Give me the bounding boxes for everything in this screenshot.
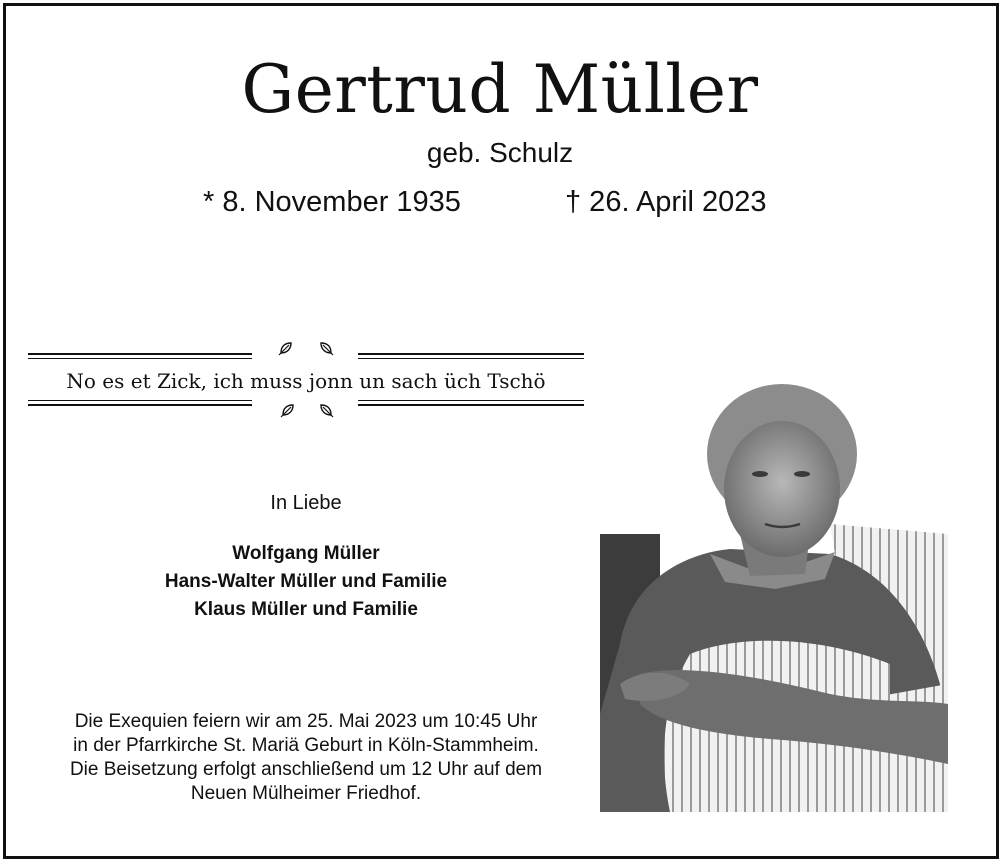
mourner-name: Hans-Walter Müller und Familie xyxy=(164,571,448,592)
service-line: in der Pfarrkirche St. Mariä Geburt in Köln-Stammheim. xyxy=(73,735,539,756)
leaf-icon xyxy=(318,340,334,356)
quote: No es et Zick, ich muss jonn un sach üch Tschö xyxy=(66,369,546,393)
maiden-name: geb. Schulz xyxy=(426,137,574,168)
service-line: Die Exequien feiern wir am 25. Mai 2023 um 10:45 Uhr xyxy=(74,711,538,732)
divider-line xyxy=(358,353,584,355)
mourners-intro: In Liebe xyxy=(270,492,342,514)
leaf-icon xyxy=(318,402,334,418)
divider-line xyxy=(28,400,252,401)
divider-line xyxy=(28,353,252,355)
birth-date: * 8. November 1935 xyxy=(203,186,461,218)
death-date: † 26. April 2023 xyxy=(565,186,767,218)
divider-line xyxy=(358,400,584,401)
portrait-photo xyxy=(600,384,948,812)
divider-line xyxy=(358,358,584,359)
service-details xyxy=(28,710,584,806)
mourner-name: Wolfgang Müller xyxy=(232,543,380,564)
service-line: Die Beisetzung erfolgt anschließend um 12 Uhr auf dem xyxy=(69,759,543,780)
leaf-icon xyxy=(280,402,296,418)
mourner-name: Klaus Müller und Familie xyxy=(194,599,418,620)
divider-line xyxy=(28,358,252,359)
mourner-list xyxy=(28,540,584,624)
deceased-name: Gertrud Müller xyxy=(241,51,759,128)
leaf-icon xyxy=(278,340,294,356)
service-line: Neuen Mülheimer Friedhof. xyxy=(190,783,422,804)
divider-line xyxy=(28,404,252,406)
divider-line xyxy=(358,404,584,406)
